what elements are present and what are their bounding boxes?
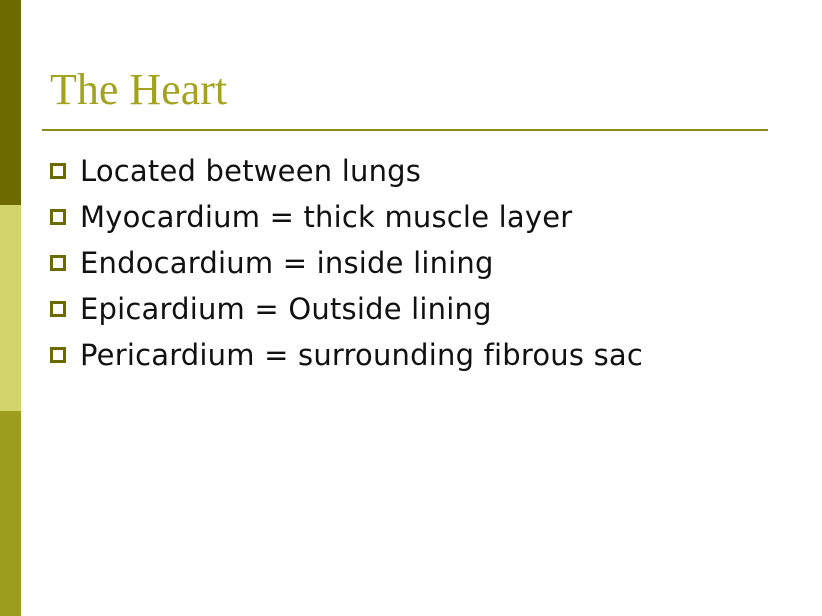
bullet-text: Epicardium = Outside lining — [80, 292, 492, 326]
bullet-item — [50, 148, 643, 194]
title-underline — [42, 129, 768, 131]
bullet-text: Located between lungs — [80, 154, 422, 188]
bullet-item — [50, 194, 643, 240]
accent-bar-dark-segment — [0, 0, 21, 205]
accent-bar-mid-segment — [0, 411, 21, 616]
left-accent-bar — [0, 0, 21, 616]
hollow-square-bullet-icon — [50, 347, 66, 363]
bullet-text: Myocardium = thick muscle layer — [80, 200, 573, 234]
hollow-square-bullet-icon — [50, 209, 66, 225]
bullet-item — [50, 240, 643, 286]
bullet-text: Endocardium = inside lining — [80, 246, 494, 280]
slide-title: The Heart — [50, 65, 228, 114]
hollow-square-bullet-icon — [50, 301, 66, 317]
bullet-item — [50, 286, 643, 332]
hollow-square-bullet-icon — [50, 255, 66, 271]
bullet-text: Pericardium = surrounding fibrous sac — [80, 338, 644, 372]
hollow-square-bullet-icon — [50, 163, 66, 179]
accent-bar-light-segment — [0, 205, 21, 411]
bullet-item — [50, 332, 643, 378]
bullet-list — [50, 148, 643, 378]
